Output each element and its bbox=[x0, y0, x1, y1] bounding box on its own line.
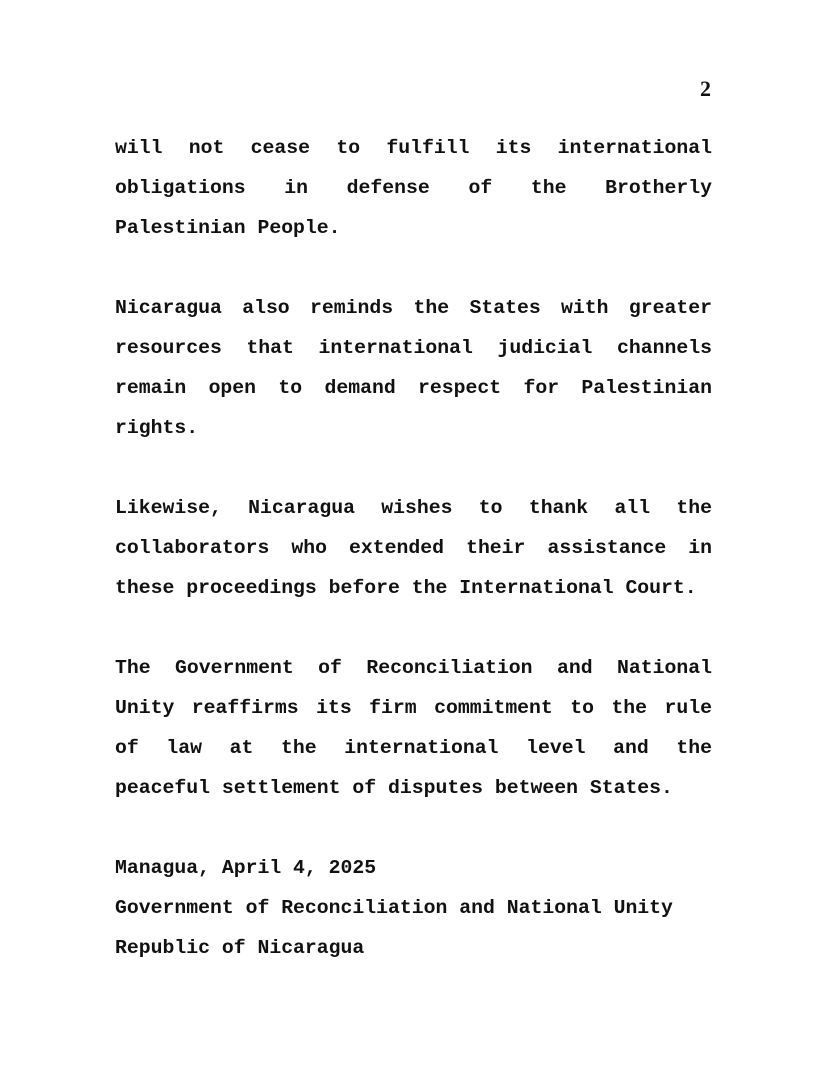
text-line: Likewise, Nicaragua wishes to thank all the bbox=[115, 497, 712, 519]
text-line: Palestinian People. bbox=[115, 217, 341, 239]
text-line: will not cease to fulfill its international bbox=[115, 137, 712, 159]
paragraph-thanks-collaborators bbox=[115, 488, 712, 608]
text-line: Unity reaffirms its firm commitment to the rule bbox=[115, 697, 712, 719]
text-line: collaborators who extended their assistance in bbox=[115, 537, 712, 559]
text-line: peaceful settlement of disputes between States. bbox=[115, 777, 673, 799]
page-number: 2 bbox=[700, 76, 711, 101]
text-line: Nicaragua also reminds the States with greater bbox=[115, 297, 712, 319]
text-line: The Government of Reconciliation and National bbox=[115, 657, 712, 679]
text-line: remain open to demand respect for Palestinian bbox=[115, 377, 712, 399]
paragraph-judicial-channels bbox=[115, 288, 712, 448]
paragraph-palestinian-obligations bbox=[115, 128, 712, 248]
text-line: resources that international judicial channels bbox=[115, 337, 712, 359]
issuer: Government of Reconciliation and National Unity bbox=[115, 897, 673, 919]
paragraph-rule-of-law bbox=[115, 648, 712, 808]
text-line: rights. bbox=[115, 417, 199, 439]
text-line: of law at the international level and the bbox=[115, 737, 712, 759]
signature-block bbox=[115, 848, 712, 968]
text-line: obligations in defense of the Brotherly bbox=[115, 177, 712, 199]
document-body bbox=[115, 128, 712, 968]
place-date: Managua, April 4, 2025 bbox=[115, 857, 377, 879]
text-line: these proceedings before the International Court. bbox=[115, 577, 697, 599]
country: Republic of Nicaragua bbox=[115, 937, 365, 959]
